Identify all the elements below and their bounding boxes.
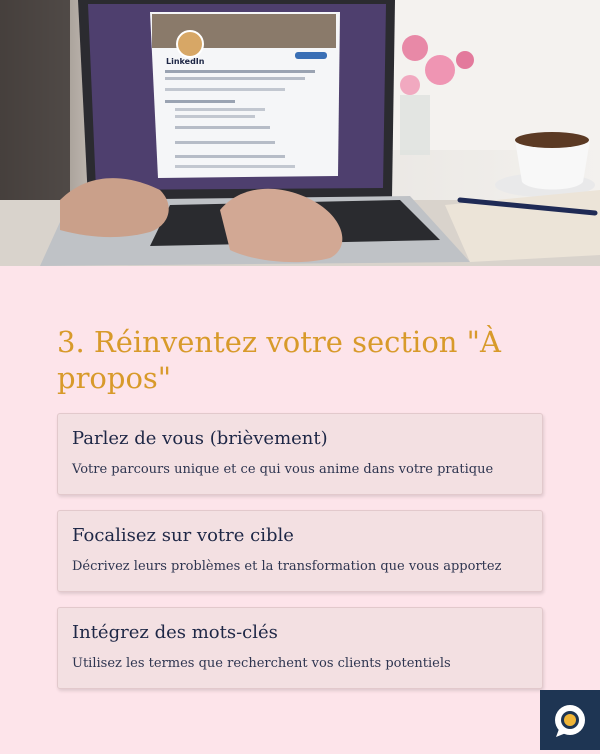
tip-card	[57, 607, 543, 689]
hero-photo	[0, 0, 600, 266]
tip-card-text: Décrivez leurs problèmes et la transformation que vous apportez	[72, 559, 502, 574]
tip-card	[57, 510, 543, 592]
tip-card-text: Votre parcours unique et ce qui vous anime dans votre pratique	[72, 462, 494, 477]
tip-card-heading: Intégrez des mots-clés	[72, 622, 278, 643]
corner-badge[interactable]	[540, 690, 600, 750]
tip-card	[57, 413, 543, 495]
laptop-desk-illustration	[0, 0, 600, 266]
tip-card-text: Utilisez les termes que recherchent vos clients potentiels	[72, 656, 451, 671]
tip-card-heading: Focalisez sur votre cible	[72, 525, 294, 546]
tip-card-heading: Parlez de vous (brièvement)	[72, 428, 328, 449]
linkedin-logo-text: LinkedIn	[166, 57, 205, 66]
section-title: 3. Réinventez votre section "À propos"	[57, 325, 501, 395]
chat-bubble-icon	[540, 690, 600, 750]
